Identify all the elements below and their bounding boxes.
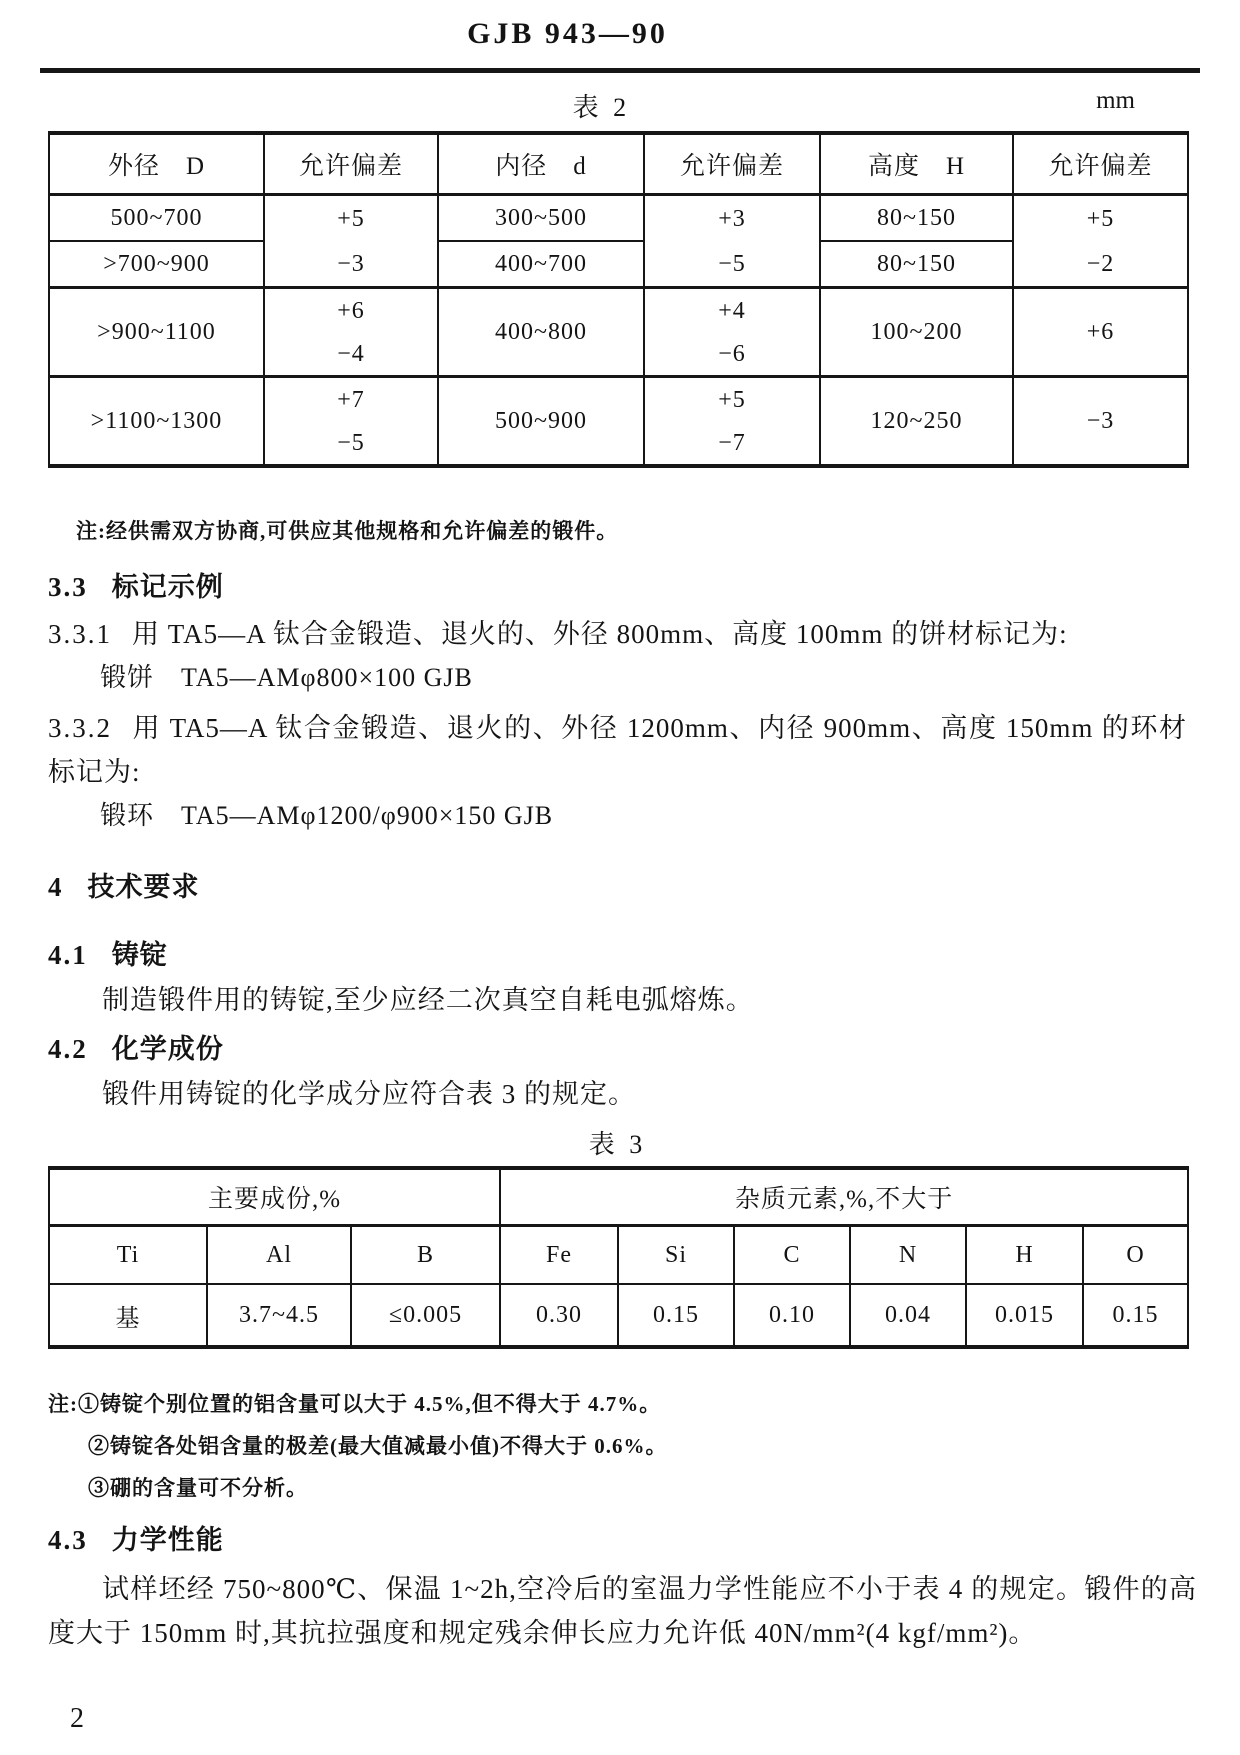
table2-caption: 表 2 — [572, 93, 631, 122]
section-title: 化学成份 — [111, 1034, 224, 1064]
table2-header-h: 高度 H — [820, 133, 1013, 195]
section-4-3-text: 试样坯经 750~800℃、保温 1~2h,空冷后的室温力学性能应不小于表 4 的规定。锻件的高度大于 150mm 时,其抗拉强度和规定残余伸长应力允许低 40N/mm²(4 kgf/mm²)。 — [48, 1574, 1197, 1648]
section-4-2-heading — [48, 1030, 1187, 1068]
element-symbol: N — [850, 1226, 966, 1285]
section-number: 4 — [48, 872, 64, 902]
cell-h-range-1: 80~150 — [820, 195, 1013, 242]
cell-id-range-4: 500~900 — [438, 377, 644, 467]
table-3 — [48, 1166, 1189, 1349]
id-dev-minus: −7 — [718, 429, 746, 456]
od-dev-minus: −4 — [337, 340, 365, 367]
table3-value-row — [49, 1284, 1188, 1347]
od-dev-minus: −3 — [337, 250, 365, 277]
table3-note-2: ②铸锭各处铝含量的极差(最大值减最小值)不得大于 0.6%。 — [88, 1434, 668, 1458]
section-number: 4.2 — [48, 1034, 88, 1064]
marking-example-ring: 锻环 TA5—AMφ1200/φ900×150 GJB — [100, 801, 554, 830]
table2-header-id: 内径 d — [438, 133, 644, 195]
id-dev-minus: −6 — [718, 340, 746, 367]
section-4-1-text: 制造锻件用的铸锭,至少应经二次真空自耗电弧熔炼。 — [102, 985, 754, 1015]
element-value: 0.015 — [966, 1284, 1083, 1347]
id-dev-plus: +5 — [718, 386, 746, 413]
section-4-heading — [48, 868, 1187, 906]
table-2 — [48, 131, 1189, 468]
table2-caption-row — [48, 73, 1187, 131]
cell-od-range-1: 500~700 — [49, 195, 264, 242]
od-dev-plus: +5 — [337, 205, 365, 232]
table3-group-header-row — [49, 1168, 1188, 1226]
element-symbol: C — [734, 1226, 850, 1285]
section-title: 标记示例 — [111, 572, 224, 602]
od-dev-minus: −5 — [337, 429, 365, 456]
table2-row-4 — [49, 377, 1188, 467]
section-title: 技术要求 — [87, 872, 200, 902]
element-value: 0.15 — [618, 1284, 734, 1347]
element-value: 0.10 — [734, 1284, 850, 1347]
cell-od-dev-g1 — [264, 195, 438, 288]
section-title: 铸锭 — [111, 940, 168, 970]
table2-header-od-dev: 允许偏差 — [264, 133, 438, 195]
cell-od-dev-4 — [264, 377, 438, 467]
od-dev-plus: +7 — [337, 386, 365, 413]
element-symbol: O — [1083, 1226, 1188, 1285]
element-value: 3.7~4.5 — [207, 1284, 351, 1347]
section-4-2-text: 锻件用铸锭的化学成分应符合表 3 的规定。 — [102, 1079, 636, 1109]
cell-h-range-2: 80~150 — [820, 241, 1013, 288]
cell-id-dev-g1 — [644, 195, 820, 288]
section-number: 3.3.1 — [48, 619, 112, 649]
element-value: 0.15 — [1083, 1284, 1188, 1347]
table3-element-row — [49, 1226, 1188, 1285]
cell-id-range-1: 300~500 — [438, 195, 644, 242]
table2-row-1 — [49, 195, 1188, 242]
element-symbol: B — [351, 1226, 500, 1285]
section-number: 4.3 — [48, 1525, 88, 1555]
section-4-3-heading — [48, 1521, 1187, 1559]
cell-od-range-2: >700~900 — [49, 241, 264, 288]
table2-unit-label: mm — [1096, 87, 1135, 114]
doc-number: GJB 943—90 — [467, 17, 668, 50]
h-dev-minus: −2 — [1086, 250, 1115, 277]
element-value: 0.04 — [850, 1284, 966, 1347]
od-dev-plus: +6 — [337, 297, 365, 324]
cell-h-range-4: 120~250 — [820, 377, 1013, 467]
table2-row-3 — [49, 288, 1188, 377]
element-symbol: Fe — [500, 1226, 618, 1285]
table2-header-od: 外径 D — [49, 133, 264, 195]
section-number: 4.1 — [48, 940, 88, 970]
section-number: 3.3.2 — [48, 713, 112, 743]
element-value: 0.30 — [500, 1284, 618, 1347]
id-dev-minus: −5 — [718, 250, 746, 277]
page-number: 2 — [70, 1703, 84, 1734]
table2-header-row — [49, 133, 1188, 195]
cell-od-range-3: >900~1100 — [49, 288, 264, 377]
section-3-3-2-paragraph — [48, 706, 1187, 794]
table3-group-impurity: 杂质元素,%,不大于 — [500, 1168, 1188, 1226]
element-symbol: Ti — [49, 1226, 207, 1285]
table2-header-id-dev: 允许偏差 — [644, 133, 820, 195]
cell-h-dev-3: +6 — [1013, 288, 1188, 377]
marking-example-disc: 锻饼 TA5—AMφ800×100 GJB — [100, 663, 473, 692]
element-value: ≤0.005 — [351, 1284, 500, 1347]
cell-id-dev-4 — [644, 377, 820, 467]
id-dev-plus: +3 — [718, 205, 746, 232]
table3-group-main: 主要成份,% — [49, 1168, 500, 1226]
h-dev-plus: +5 — [1086, 205, 1115, 232]
element-symbol: Al — [207, 1226, 351, 1285]
table3-note-3: ③硼的含量可不分析。 — [88, 1476, 308, 1500]
cell-id-dev-3 — [644, 288, 820, 377]
table3-caption-row — [48, 1116, 1187, 1160]
table3-note-1: 注:①铸锭个别位置的铝含量可以大于 4.5%,但不得大于 4.7%。 — [48, 1392, 662, 1416]
cell-id-range-2: 400~700 — [438, 241, 644, 288]
section-3-3-1-paragraph — [48, 612, 1187, 656]
id-dev-plus: +4 — [718, 297, 746, 324]
element-symbol: H — [966, 1226, 1083, 1285]
cell-od-range-4: >1100~1300 — [49, 377, 264, 467]
element-symbol: Si — [618, 1226, 734, 1285]
table2-note: 注:经供需双方协商,可供应其他规格和允许偏差的锻件。 — [76, 519, 619, 543]
paragraph-text: 用 TA5—A 钛合金锻造、退火的、外径 800mm、高度 100mm 的饼材标记为: — [132, 619, 1068, 649]
cell-h-dev-g1 — [1013, 195, 1188, 288]
cell-h-range-3: 100~200 — [820, 288, 1013, 377]
cell-od-dev-3 — [264, 288, 438, 377]
section-3-3-heading — [48, 568, 1187, 606]
table3-notes — [48, 1383, 1187, 1509]
paragraph-text: 用 TA5—A 钛合金锻造、退火的、外径 1200mm、内径 900mm、高度 150mm 的环材标记为: — [48, 713, 1187, 787]
section-4-1-heading — [48, 936, 1187, 974]
section-number: 3.3 — [48, 572, 88, 602]
section-title: 力学性能 — [111, 1525, 224, 1555]
table3-caption: 表 3 — [588, 1130, 647, 1159]
cell-id-range-3: 400~800 — [438, 288, 644, 377]
table2-header-h-dev: 允许偏差 — [1013, 133, 1188, 195]
element-value: 基 — [49, 1284, 207, 1347]
cell-h-dev-4: −3 — [1013, 377, 1188, 467]
